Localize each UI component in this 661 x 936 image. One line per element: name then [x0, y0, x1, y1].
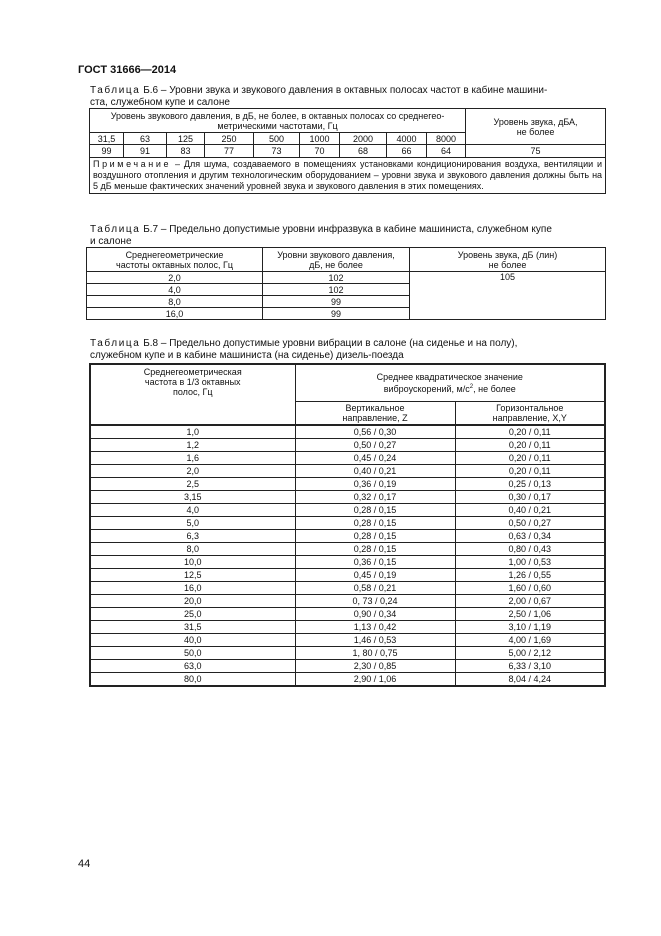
table8-cell-horizontal: 1,26 / 0,55 [455, 569, 605, 582]
table8-cell-vertical: 0,28 / 0,15 [295, 517, 455, 530]
table6-frequency-cell: 31,5 [90, 133, 124, 145]
table8-caption-line2: служебном купе и в кабине машиниста (на сиденье) дизель-поезда [90, 350, 404, 361]
table8-cell-horizontal: 0,50 / 0,27 [455, 517, 605, 530]
table7-head-pressure: Уровни звукового давления, дБ, не более [263, 248, 410, 272]
table8-cell-vertical: 0,40 / 0,21 [295, 465, 455, 478]
table8-cell-horizontal: 1,00 / 0,53 [455, 556, 605, 569]
document-header: ГОСТ 31666—2014 [78, 64, 177, 76]
table7-label: Таблица [90, 224, 141, 235]
table8-cell-horizontal: 0,20 / 0,11 [455, 425, 605, 439]
table8-row [90, 608, 605, 621]
table8-cell-frequency: 1,2 [90, 439, 295, 452]
table7-caption [90, 224, 610, 248]
table6-head-right: Уровень звука, дБА, не более [466, 109, 606, 145]
table8-row [90, 517, 605, 530]
table8-row [90, 556, 605, 569]
table8-cell-frequency: 80,0 [90, 673, 295, 687]
table7-caption-line2: и салоне [90, 236, 132, 247]
table8-caption-text: Б.8 – Предельно допустимые уровни вибрации в салоне (на сиденье и на полу), [140, 338, 518, 349]
table8-cell-vertical: 0,45 / 0,24 [295, 452, 455, 465]
table8-cell-frequency: 40,0 [90, 634, 295, 647]
table8-label: Таблица [90, 338, 141, 349]
table6-caption-text: Б.6 – Уровни звука и звукового давления в октавных полосах частот в кабине машини- [140, 85, 548, 96]
table7-cell-freq: 4,0 [87, 284, 263, 296]
table6-frequency-cell: 250 [205, 133, 254, 145]
table6-value-cell: 83 [167, 145, 205, 158]
table8-cell-vertical: 0,45 / 0,19 [295, 569, 455, 582]
table8-cell-vertical: 0,28 / 0,15 [295, 530, 455, 543]
table8-cell-frequency: 31,5 [90, 621, 295, 634]
table8-row [90, 647, 605, 660]
table6-value-cell: 99 [90, 145, 124, 158]
table8-cell-frequency: 1,0 [90, 425, 295, 439]
table8-row [90, 439, 605, 452]
table8-cell-frequency: 63,0 [90, 660, 295, 673]
table8-row [90, 452, 605, 465]
table8-row [90, 504, 605, 517]
table6-value-row [90, 145, 606, 158]
table6-value-cell: 70 [300, 145, 340, 158]
table8-head-freq: Среднегеометрическая частота в 1/3 октавных полос, Гц [90, 364, 295, 425]
table8-cell-horizontal: 0,20 / 0,11 [455, 439, 605, 452]
table6-frequency-cell: 1000 [300, 133, 340, 145]
table8-cell-frequency: 12,5 [90, 569, 295, 582]
table8-row [90, 478, 605, 491]
table7-cell-level: 99 [263, 308, 410, 320]
table8-cell-horizontal: 6,33 / 3,10 [455, 660, 605, 673]
table7 [86, 247, 606, 320]
table8-cell-vertical: 0,50 / 0,27 [295, 439, 455, 452]
table8-cell-frequency: 4,0 [90, 504, 295, 517]
table6-caption [90, 85, 610, 109]
table6-value-cell: 77 [205, 145, 254, 158]
table8-cell-vertical: 0,28 / 0,15 [295, 504, 455, 517]
table8-cell-horizontal: 4,00 / 1,69 [455, 634, 605, 647]
table8-cell-frequency: 6,3 [90, 530, 295, 543]
table6-value-cell: 68 [340, 145, 387, 158]
table7-cell-level: 102 [263, 272, 410, 284]
table8-cell-frequency: 8,0 [90, 543, 295, 556]
table6-frequency-cell: 500 [254, 133, 300, 145]
table6-frequency-cell: 125 [167, 133, 205, 145]
table8-cell-frequency: 3,15 [90, 491, 295, 504]
table8-cell-vertical: 0,28 / 0,15 [295, 543, 455, 556]
table8-row [90, 660, 605, 673]
table8-head-horizontal: Горизонтальное направление, X,Y [455, 401, 605, 425]
table8-cell-horizontal: 5,00 / 2,12 [455, 647, 605, 660]
table8-cell-horizontal: 1,60 / 0,60 [455, 582, 605, 595]
table8-cell-frequency: 5,0 [90, 517, 295, 530]
table8-cell-vertical: 0,32 / 0,17 [295, 491, 455, 504]
table8-row [90, 634, 605, 647]
table8-caption [90, 338, 610, 362]
table6-frequency-cell: 63 [124, 133, 167, 145]
table8-cell-horizontal: 0,40 / 0,21 [455, 504, 605, 517]
table8-cell-horizontal: 0,30 / 0,17 [455, 491, 605, 504]
table8-row [90, 673, 605, 687]
table8-cell-horizontal: 2,00 / 0,67 [455, 595, 605, 608]
table8-cell-frequency: 50,0 [90, 647, 295, 660]
table8-cell-vertical: 0,36 / 0,19 [295, 478, 455, 491]
table8-cell-frequency: 16,0 [90, 582, 295, 595]
table8-row [90, 491, 605, 504]
table7-cell-freq: 2,0 [87, 272, 263, 284]
table8-cell-horizontal: 0,20 / 0,11 [455, 452, 605, 465]
table8-cell-frequency: 25,0 [90, 608, 295, 621]
table6-value-cell: 91 [124, 145, 167, 158]
table8-cell-vertical: 1,46 / 0,53 [295, 634, 455, 647]
table6-value-cell: 73 [254, 145, 300, 158]
table8-row [90, 530, 605, 543]
table8-cell-horizontal: 0,25 / 0,13 [455, 478, 605, 491]
table8-cell-horizontal: 2,50 / 1,06 [455, 608, 605, 621]
table7-cell-level: 99 [263, 296, 410, 308]
table6-note-label: Примечание [93, 159, 172, 169]
table7-cell-freq: 8,0 [87, 296, 263, 308]
table8-cell-horizontal: 0,20 / 0,11 [455, 465, 605, 478]
table8-cell-vertical: 0,58 / 0,21 [295, 582, 455, 595]
table8-cell-horizontal: 0,80 / 0,43 [455, 543, 605, 556]
table6-level-cell: 75 [466, 145, 606, 158]
table8-body [90, 425, 605, 686]
table6-note [90, 158, 606, 194]
table8-row [90, 621, 605, 634]
table7-cell-level: 102 [263, 284, 410, 296]
table8-cell-vertical: 2,90 / 1,06 [295, 673, 455, 687]
table7-cell-freq: 16,0 [87, 308, 263, 320]
table8-head-vertical: Вертикальное направление, Z [295, 401, 455, 425]
table8-cell-horizontal: 8,04 / 4,24 [455, 673, 605, 687]
table8-cell-frequency: 1,6 [90, 452, 295, 465]
table8-cell-vertical: 1,13 / 0,42 [295, 621, 455, 634]
table7-head-sound: Уровень звука, дБ (лин) не более [410, 248, 606, 272]
table8-row [90, 543, 605, 556]
table8-cell-horizontal: 0,63 / 0,34 [455, 530, 605, 543]
table8-row [90, 569, 605, 582]
table8-head-main: Среднее квадратическое значение виброускорений, $м/с^2$, не более [295, 364, 605, 401]
table8-cell-frequency: 2,0 [90, 465, 295, 478]
table8-cell-frequency: 2,5 [90, 478, 295, 491]
table8-cell-vertical: 0, 73 / 0,24 [295, 595, 455, 608]
table7-caption-text: Б.7 – Предельно допустимые уровни инфразвука в кабине машиниста, служебном купе [140, 224, 552, 235]
table8-cell-vertical: 1, 80 / 0,75 [295, 647, 455, 660]
table6-head-left: Уровень звукового давления, в дБ, не более, в октавных полосах со среднегео- метрическими частотами, Гц [90, 109, 466, 133]
table6-frequency-cell: 4000 [387, 133, 427, 145]
table6-label: Таблица [90, 85, 141, 96]
table8 [89, 363, 606, 687]
table8-cell-vertical: 0,90 / 0,34 [295, 608, 455, 621]
table6-frequency-cell: 8000 [427, 133, 466, 145]
table7-sound-level: 105 [410, 272, 606, 320]
table8-row [90, 582, 605, 595]
table8-cell-vertical: 0,36 / 0,15 [295, 556, 455, 569]
table8-cell-vertical: 0,56 / 0,30 [295, 425, 455, 439]
table8-cell-horizontal: 3,10 / 1,19 [455, 621, 605, 634]
table6-value-cell: 66 [387, 145, 427, 158]
table6-caption-line2: ста, служебном купе и салоне [90, 97, 230, 108]
table6-frequency-cell: 2000 [340, 133, 387, 145]
table6-note-text: – Для шума, создаваемого в помещениях установками кондиционирования воздуха, вентиляции и воздушного отопления и другим технологическим оборудованием – уровни звука и звукового давления должны быть на 5 дБ меньше фактических значений уровней звука и звукового давления в этих помещениях. [93, 159, 603, 191]
table8-cell-vertical: 2,30 / 0,85 [295, 660, 455, 673]
table8-row [90, 465, 605, 478]
table8-cell-frequency: 20,0 [90, 595, 295, 608]
table8-row [90, 425, 605, 439]
table8-row [90, 595, 605, 608]
table7-head-freq: Среднегеометрические частоты октавных полос, Гц [87, 248, 263, 272]
table8-cell-frequency: 10,0 [90, 556, 295, 569]
table6 [89, 108, 606, 194]
table6-value-cell: 64 [427, 145, 466, 158]
page-number: 44 [78, 858, 91, 870]
